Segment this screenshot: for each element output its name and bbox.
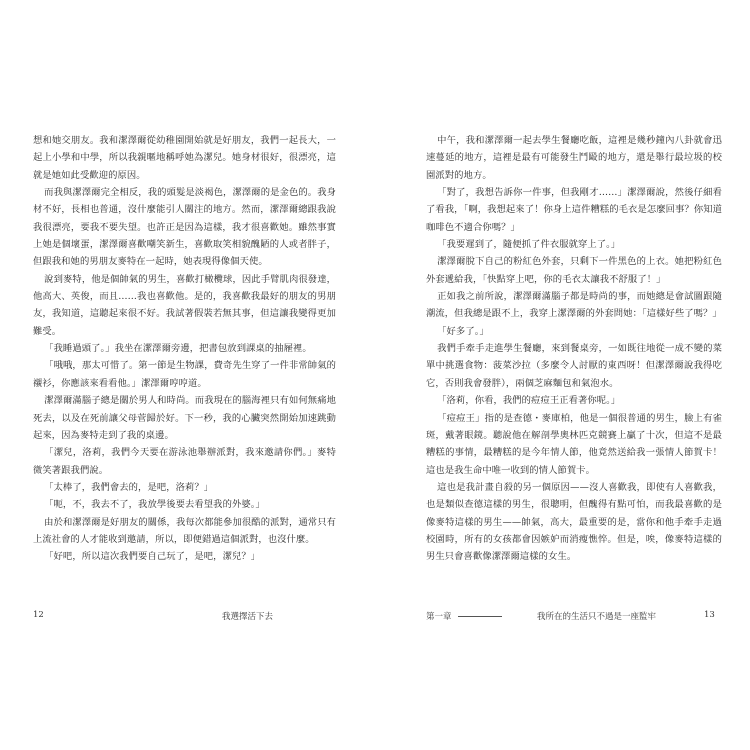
- paragraph: 中午，我和潔澤爾一起去學生餐廳吃飯，這裡是幾秒鐘內八卦就會迅速蔓延的地方，這裡是最有可能發生鬥毆的地方，還是舉行最垃圾的校園派對的地方。: [426, 135, 722, 181]
- paragraph: 由於和潔澤爾是好朋友的關係，我每次都能參加很酷的派對，通常只有上流社會的人才能收到邀請，所以，即便錯過這個派對，也沒什麼。: [33, 516, 336, 545]
- paragraph: 「洛莉，你看，我們的痘痘王正看著你呢。」: [437, 395, 621, 407]
- right-page: [426, 132, 722, 566]
- paragraph: 「痘痘王」指的是查德・麥庫柏，他是一個很普通的男生，臉上有雀斑，戴著眼鏡。聽說他在解剖學奧林匹克競賽上贏了十次，但這不是最糟糕的事情，最糟糕的是今年情人節，他竟然送給我一張情人節賀卡！這也是我生命中唯一收到的情人節賀卡。: [426, 412, 722, 476]
- paragraph: 「太棒了，我們會去的，是吧，洛莉？」: [44, 481, 214, 493]
- paragraph: 「對了，我想告訴你一件事，但我剛才……」潔澤爾說，然後仔細看了看我，「啊，我想起來了！你身上這件糟糕的毛衣是怎麼回事？你知道咖啡色不適合你嗎？」: [426, 187, 722, 233]
- paragraph: 說到麥特，他是個帥氣的男生，喜歡打橄欖球，因此手臂肌肉很發達，他高大、英俊，而且……我也喜歡他。是的，我喜歡我最好的朋友的男朋友，我知道，這聽起來很不好。我試著假裝若無其事，但這讓我變得更加難受。: [33, 273, 336, 337]
- paragraph: 正如我之前所說，潔澤爾滿腦子都是時尚的事，而她總是會試圖跟隨潮流，但我總是跟不上，我穿上潔澤爾的外套問她：「這樣好些了嗎？」: [426, 291, 722, 320]
- chapter-label: [426, 610, 508, 622]
- paragraph: 「好吧，所以這次我們要自己玩了，是吧，潔兒？」: [44, 551, 261, 563]
- paragraph: 「潔兒，洛莉，我們今天要在游泳池舉辦派對，我來邀請你們。」麥特微笑著跟我們說。: [33, 447, 336, 476]
- footer-rule: [458, 616, 502, 617]
- paragraph: 我們手牽手走進學生餐廳，來到餐桌旁，一如既往地從一成不變的菜單中挑選食物：菠菜沙拉（多麼令人討厭的東西呀！但潔澤爾說我得吃它，否則我會發胖），兩個芝麻麵包和氣泡水。: [426, 343, 722, 389]
- running-title: 我選擇活下去: [222, 612, 274, 622]
- paragraph: 「我要遲到了，隨便抓了件衣服就穿上了。」: [437, 239, 621, 251]
- left-page: [33, 132, 336, 566]
- paragraph: 「好多了。」: [437, 325, 489, 337]
- page-number: 12: [33, 610, 44, 620]
- chapter-label-text: 第一章: [426, 612, 452, 622]
- paragraph: 「呃，不，我去不了，我放學後要去看望我的外婆。」: [44, 499, 265, 511]
- paragraph: 潔澤爾脫下自己的粉紅色外套，只剩下一件黑色的上衣。她把粉紅色外套遞給我，「快點穿上吧，你的毛衣太讓我不舒服了！」: [426, 256, 722, 285]
- paragraph: 「哦哦，那太可惜了。第一節是生物課，費奇先生穿了一件非常帥氣的襯衫，你應該來看看他。」潔澤爾哼哼道。: [33, 360, 336, 389]
- paragraph: 「我睡過頭了。」我坐在潔澤爾旁邊，把書包放到課桌的抽屜裡。: [44, 343, 312, 355]
- paragraph: 潔澤爾滿腦子總是關於男人和時尚。而我現在的腦海裡只有如何無痛地死去，以及在死前讓父母菅歸於好。下一秒，我的心臟突然開始加速跳動起來，因為麥特走到了我的桌邊。: [33, 395, 336, 441]
- paragraph: 而我與潔澤爾完全相反，我的頭髮是淡褐色，潔澤爾的是金色的。我身材不好，長相也普通，沒什麼能引人關注的地方。然而，潔澤爾總跟我說我很漂亮，要我不要失望。也許正是因為這樣，我才很喜歡她。雖然事實上她是個壞蛋，潔澤爾喜歡嘲笑新生，喜歡取笑相貌醜陋的人或者胖子，但跟我和她的男朋友麥特在一起時，她表現得像個天使。: [33, 187, 336, 268]
- running-title: 我所在的生活只不過是一座監牢: [537, 612, 657, 622]
- paragraph: 想和她交朋友。我和潔澤爾從幼稚園開始就是好朋友，我們一起長大，一起上小學和中學，所以我親暱地稱呼她為潔兒。她身材很好，很漂亮，這就是她如此受歡迎的原因。: [33, 135, 336, 181]
- page-number: 13: [704, 610, 715, 620]
- paragraph: 這也是我計畫自殺的另一個原因——沒人喜歡我，即使有人喜歡我，也是類似查德這樣的男生，很聰明，但醜得有點可怕，而我最喜歡的是像麥特這樣的男生——帥氣，高大，最重要的是，當你和他手牽手走過校園時，所有的女孩都會因嫉妒而消瘦憔悴。但是，唉，像麥特這樣的男生只會喜歡像潔澤爾這樣的女生。: [426, 481, 722, 563]
